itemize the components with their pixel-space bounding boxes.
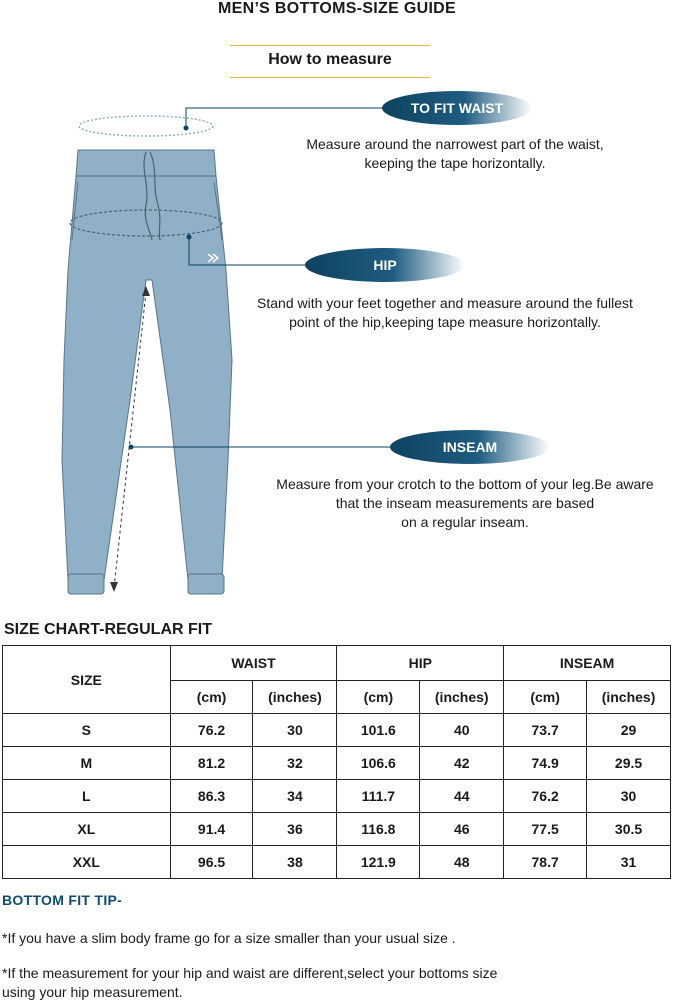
inseam-desc-line2: that the inseam measurements are based (335, 495, 595, 511)
value-cell: 40 (420, 714, 504, 747)
value-cell: 29.5 (587, 747, 671, 780)
waist-measure-ellipse (79, 116, 213, 136)
hip-description (230, 294, 660, 332)
size-header-cell: SIZE (3, 646, 171, 714)
value-cell: 77.5 (504, 813, 587, 846)
waist-desc-line2: keeping the tape horizontally. (364, 155, 546, 171)
value-cell: 44 (420, 780, 504, 813)
value-cell: 34 (253, 780, 337, 813)
page-title: MEN’S BOTTOMS-SIZE GUIDE (217, 0, 457, 17)
value-cell: 106.6 (337, 747, 420, 780)
size-chart-title: SIZE CHART-REGULAR FIT (4, 621, 212, 638)
subtitle-bottom-rule (230, 77, 430, 78)
value-cell: 116.8 (337, 813, 420, 846)
hip-desc-line2: point of the hip,keeping tape measure horizontally. (289, 314, 601, 330)
value-cell: 91.4 (170, 813, 253, 846)
value-cell: 30.5 (587, 813, 671, 846)
value-cell: 81.2 (170, 747, 253, 780)
value-cell: 111.7 (337, 780, 420, 813)
value-cell: 74.9 (504, 747, 587, 780)
value-cell: 96.5 (170, 846, 253, 879)
inseam-desc-line1: Measure from your crotch to the bottom of your leg.Be aware (276, 476, 654, 492)
value-cell: 46 (420, 813, 504, 846)
table-row (3, 714, 671, 747)
value-cell: 30 (587, 780, 671, 813)
waist-connector (186, 108, 385, 128)
unit-header-cell: (cm) (504, 681, 587, 714)
unit-header-cell: (cm) (337, 681, 420, 714)
value-cell: 121.9 (337, 846, 420, 879)
pants-body-shape (62, 176, 232, 580)
size-cell: L (3, 780, 171, 813)
value-cell: 86.3 (170, 780, 253, 813)
value-cell: 36 (253, 813, 337, 846)
right-cuff-shape (188, 574, 224, 594)
inseam-arrow-bottom (110, 582, 118, 592)
size-cell: XL (3, 813, 171, 846)
value-cell: 48 (420, 846, 504, 879)
table-row (3, 780, 671, 813)
table-row (3, 813, 671, 846)
unit-header-cell: (inches) (253, 681, 337, 714)
unit-header-cell: (cm) (170, 681, 253, 714)
size-chart-table (2, 645, 671, 879)
value-cell: 31 (587, 846, 671, 879)
size-cell: S (3, 714, 171, 747)
inseam-header-cell: INSEAM (504, 646, 671, 681)
value-cell: 101.6 (337, 714, 420, 747)
hip-header-cell: HIP (337, 646, 504, 681)
value-cell: 32 (253, 747, 337, 780)
fit-tip-1: *If you have a slim body frame go for a size smaller than your usual size . (2, 930, 456, 946)
value-cell: 29 (587, 714, 671, 747)
hip-label-pill: HIP (305, 248, 465, 282)
size-cell: M (3, 747, 171, 780)
table-row (3, 846, 671, 879)
value-cell: 78.7 (504, 846, 587, 879)
inseam-description (250, 475, 674, 532)
waist-label-pill: TO FIT WAIST (382, 91, 532, 125)
unit-header-cell: (inches) (587, 681, 671, 714)
hip-desc-line1: Stand with your feet together and measure around the fullest (257, 295, 633, 311)
how-to-measure-heading: How to measure (268, 51, 392, 68)
left-cuff-shape (68, 574, 104, 594)
waist-desc-line1: Measure around the narrowest part of the waist, (306, 136, 604, 152)
waist-description (270, 135, 640, 173)
inseam-label-pill: INSEAM (390, 430, 550, 464)
fit-tip-2-line2: using your hip measurement. (2, 984, 183, 1000)
unit-header-cell: (inches) (420, 681, 504, 714)
size-cell: XXL (3, 846, 171, 879)
value-cell: 30 (253, 714, 337, 747)
waist-header-cell: WAIST (170, 646, 337, 681)
fit-tip-heading: BOTTOM FIT TIP- (2, 892, 123, 908)
table-row (3, 747, 671, 780)
value-cell: 42 (420, 747, 504, 780)
value-cell: 73.7 (504, 714, 587, 747)
value-cell: 76.2 (170, 714, 253, 747)
inseam-desc-line3: on a regular inseam. (401, 514, 529, 530)
fit-tip-2-line1: *If the measurement for your hip and waist are different,select your bottoms size (2, 965, 498, 981)
subtitle-top-rule (230, 45, 430, 46)
value-cell: 38 (253, 846, 337, 879)
value-cell: 76.2 (504, 780, 587, 813)
